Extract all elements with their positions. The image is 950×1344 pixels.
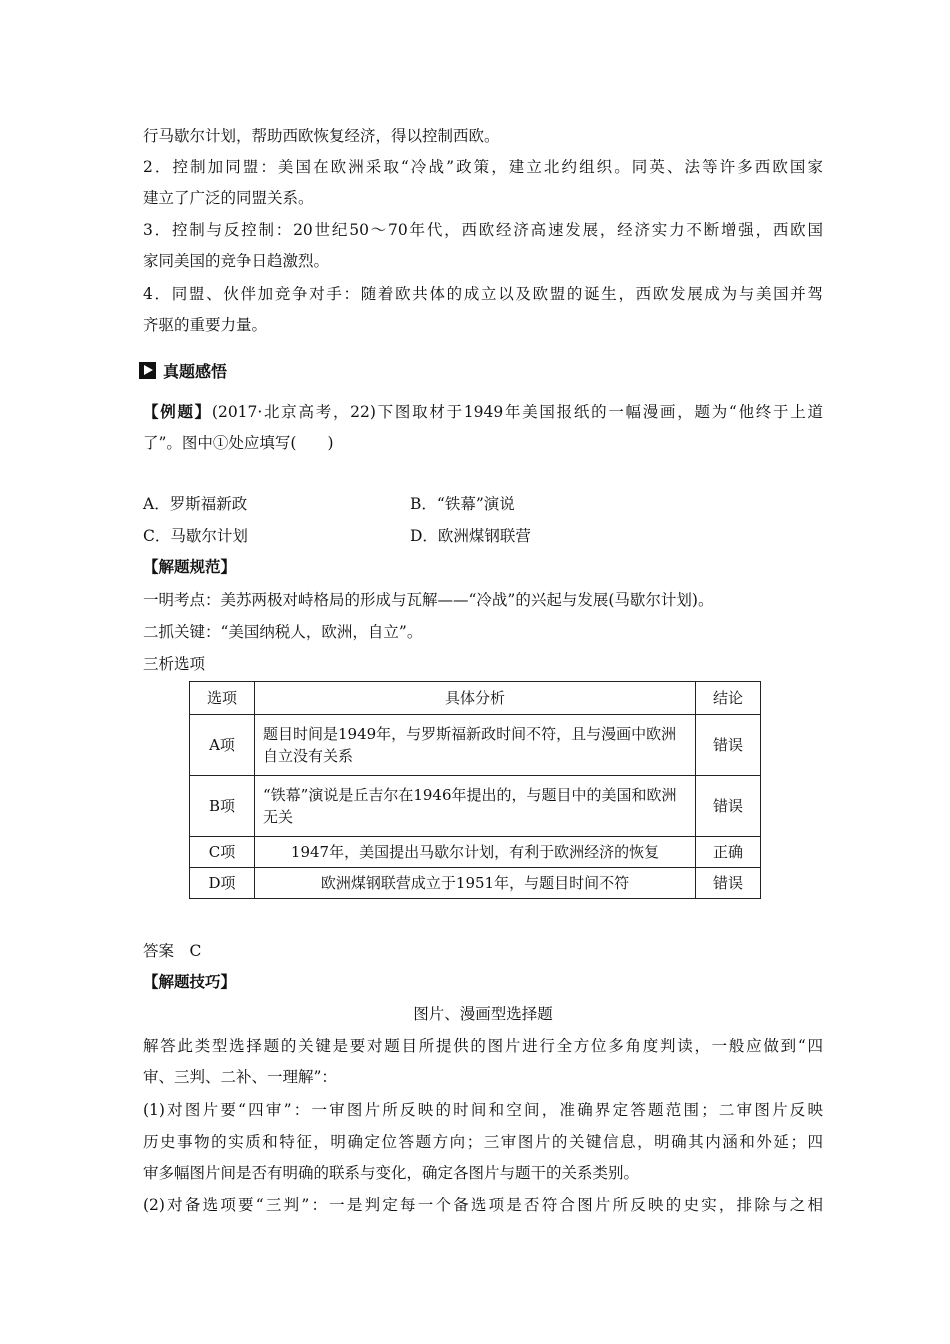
table-header-row [190, 682, 761, 715]
body-line: 齐驱的重要力量。 [143, 316, 268, 334]
header-analysis: 具体分析 [255, 682, 696, 715]
body-line: 行马歇尔计划，帮助西欧恢复经济，得以控制西欧。 [143, 127, 500, 145]
cell-option: C项 [190, 837, 255, 868]
play-triangle-icon [139, 362, 156, 379]
cell-analysis: 题目时间是1949年，与罗斯福新政时间不符，且与漫画中欧洲自立没有关系 [255, 715, 696, 776]
cell-result: 错误 [696, 868, 761, 899]
body-line: 审、三判、二补、一理解”： [143, 1068, 337, 1086]
option-b: B．“铁幕”演说 [410, 495, 515, 513]
body-line: (1)对图片要“四审”：一审图片所反映的时间和空间，准确界定答题范围；二审图片反映 [143, 1101, 823, 1119]
cell-analysis: 欧洲煤钢联营成立于1951年，与题目时间不符 [255, 868, 696, 899]
body-line: 解答此类型选择题的关键是要对题目所提供的图片进行全方位多角度判读，一般应做到“四 [143, 1037, 823, 1055]
option-d: D．欧洲煤钢联营 [410, 527, 531, 545]
step-3: 三析选项 [143, 655, 206, 673]
section-heading [139, 358, 227, 382]
tips-title: 图片、漫画型选择题 [413, 1005, 553, 1023]
body-line: (2)对备选项要“三判”：一是判定每一个备选项是否符合图片所反映的史实，排除与之相 [143, 1196, 823, 1214]
option-c: C．马歇尔计划 [143, 527, 248, 545]
table-row [190, 837, 761, 868]
body-line: 2．控制加同盟：美国在欧洲采取“冷战”政策，建立北约组织。同英、法等许多西欧国家 [143, 158, 823, 176]
step-1: 一明考点：美苏两极对峙格局的形成与瓦解——“冷战”的兴起与发展(马歇尔计划)。 [143, 591, 714, 609]
body-line: 3．控制与反控制：20世纪50～70年代，西欧经济高速发展，经济实力不断增强，西欧国 [143, 221, 823, 239]
cell-result: 正确 [696, 837, 761, 868]
step-2: 二抓关键：“美国纳税人，欧洲，自立”。 [143, 623, 423, 641]
cell-option: D项 [190, 868, 255, 899]
cell-result: 错误 [696, 776, 761, 837]
option-a: A．罗斯福新政 [143, 495, 248, 513]
tips-label: 【解题技巧】 [143, 972, 237, 991]
header-option: 选项 [190, 682, 255, 715]
example-text: (2017·北京高考，22)下图取材于1949年美国报纸的一幅漫画，题为“他终于上道 [211, 403, 823, 421]
answer: 答案 C [143, 942, 202, 960]
example-label: 【例题】 [143, 402, 212, 421]
cell-option: B项 [190, 776, 255, 837]
table-row [190, 868, 761, 899]
cell-analysis: 1947年，美国提出马歇尔计划，有利于欧洲经济的恢复 [255, 837, 696, 868]
cell-analysis: “铁幕”演说是丘吉尔在1946年提出的，与题目中的美国和欧洲无关 [255, 776, 696, 837]
section-title: 真题感悟 [163, 361, 228, 381]
body-line: 家同美国的竞争日趋激烈。 [143, 252, 330, 270]
body-line: 4．同盟、伙伴加竞争对手：随着欧共体的成立以及欧盟的诞生，西欧发展成为与美国并驾 [143, 285, 823, 303]
cell-option: A项 [190, 715, 255, 776]
body-line: 历史事物的实质和特征，明确定位答题方向；三审图片的关键信息，明确其内涵和外延；四 [143, 1133, 823, 1151]
cell-result: 错误 [696, 715, 761, 776]
table-row [190, 776, 761, 837]
analysis-table [189, 681, 761, 899]
body-line: 审多幅图片间是否有明确的联系与变化，确定各图片与题干的关系类别。 [143, 1164, 640, 1182]
header-result: 结论 [696, 682, 761, 715]
example-line [143, 402, 823, 422]
example-line-2: 了”。图中①处应填写( ) [143, 434, 334, 452]
body-line: 建立了广泛的同盟关系。 [143, 189, 314, 207]
table-row [190, 715, 761, 776]
solution-label: 【解题规范】 [143, 557, 237, 576]
